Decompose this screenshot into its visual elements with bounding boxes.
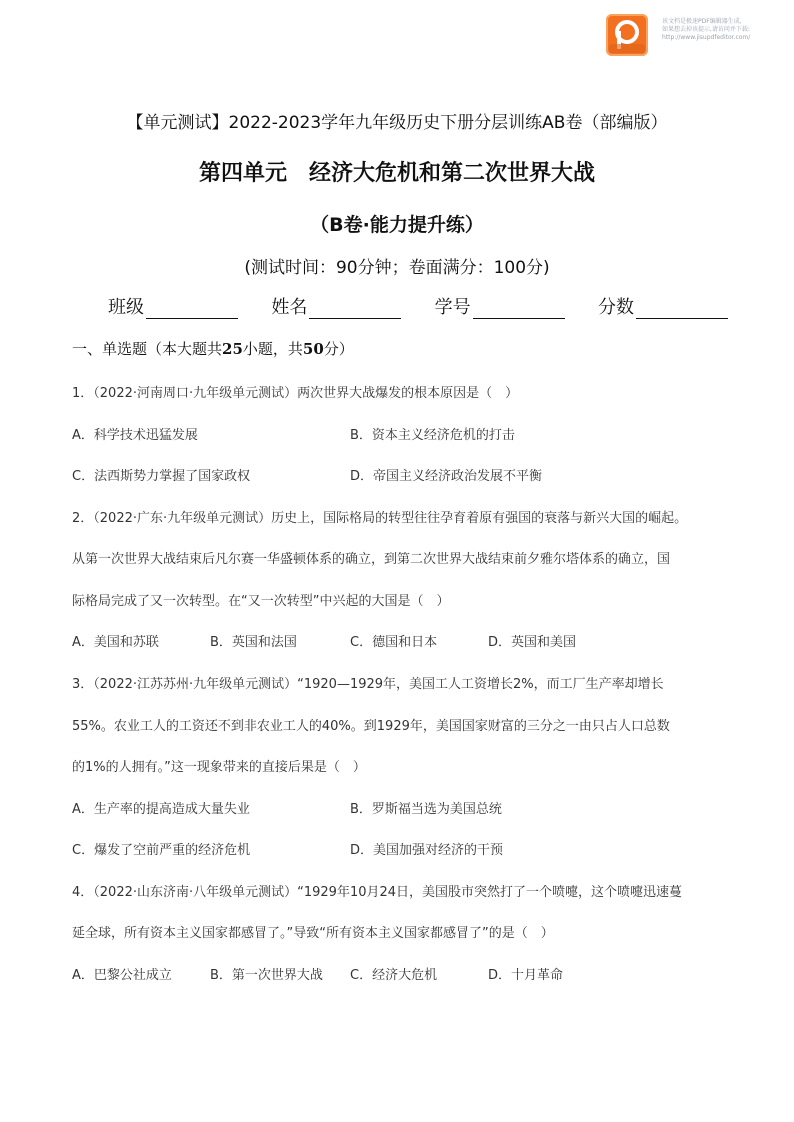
question-1-option-d[interactable]: D．帝国主义经济政治发展不平衡 bbox=[350, 469, 543, 484]
notice-link[interactable]: http://www.jisupdfeditor.com/ bbox=[662, 34, 751, 41]
section-points: 50 bbox=[302, 340, 324, 358]
question-4-option-c[interactable]: C．经济大危机 bbox=[350, 968, 438, 983]
question-2-stem-line: 从第一次世界大战结束后凡尔赛一华盛顿体系的确立，到第二次世界大战结束前夕雅尔塔体系的确立，国 bbox=[72, 552, 671, 567]
notice-line: 如果想去掉该提示,请访问并下载: bbox=[662, 26, 750, 33]
question-3-option-a[interactable]: A．生产率的提高造成大量失业 bbox=[72, 802, 250, 817]
question-1-option-a[interactable]: A．科学技术迅猛发展 bbox=[72, 428, 198, 443]
unit-title: 第四单元 经济大危机和第二次世界大战 bbox=[198, 161, 595, 186]
section-count: 25 bbox=[222, 340, 243, 358]
score-blank[interactable] bbox=[636, 296, 728, 319]
section-prefix: 一、单选题（本大题共 bbox=[72, 340, 223, 358]
question-2-option-d[interactable]: D．英国和美国 bbox=[488, 635, 577, 650]
question-1-option-b[interactable]: B．资本主义经济危机的打击 bbox=[350, 428, 515, 443]
class-blank[interactable] bbox=[146, 296, 238, 319]
pdf-editor-logo-icon bbox=[606, 14, 648, 56]
notice-line: 该文档是极速PDF编辑器生成, bbox=[662, 18, 742, 25]
question-1-stem: 1．（2022·河南周口·九年级单元测试）两次世界大战爆发的根本原因是（ ） bbox=[72, 386, 519, 401]
student-number-blank[interactable] bbox=[473, 296, 565, 319]
question-3-option-b[interactable]: B．罗斯福当选为美国总统 bbox=[350, 802, 502, 817]
score-label: 分数 bbox=[597, 297, 634, 318]
section-heading bbox=[72, 338, 354, 359]
series-title: 【单元测试】2022-2023学年九年级历史下册分层训练AB卷（部编版） bbox=[126, 113, 668, 133]
class-field[interactable] bbox=[108, 293, 238, 319]
question-3-stem-line: 55%。农业工人的工资还不到非农业工人的40%。到1929年，美国国家财富的三分之一由只占人口总数 bbox=[72, 719, 670, 734]
score-field[interactable] bbox=[598, 293, 728, 319]
watermark-notice bbox=[662, 18, 782, 42]
question-2-option-a[interactable]: A．美国和苏联 bbox=[72, 635, 159, 650]
question-2-stem-line: 2．（2022·广东·九年级单元测试）历史上，国际格局的转型往往孕育着原有强国的衰落与新兴大国的崛起。 bbox=[72, 511, 688, 526]
section-mid: 小题，共 bbox=[242, 340, 303, 358]
question-4-stem-line: 4．（2022·山东济南·八年级单元测试）“1929年10月24日，美国股市突然打了一个喷嚏，这个喷嚏迅速蔓 bbox=[72, 885, 683, 900]
question-3-stem-line: 的1%的人拥有。”这一现象带来的直接后果是（ ） bbox=[72, 760, 366, 775]
question-4-option-b[interactable]: B．第一次世界大战 bbox=[210, 968, 323, 983]
name-blank[interactable] bbox=[309, 296, 401, 319]
student-number-field[interactable] bbox=[435, 293, 565, 319]
question-4-stem-line: 延全球，所有资本主义国家都感冒了。”导致“所有资本主义国家都感冒了”的是（ ） bbox=[72, 926, 554, 941]
question-4-option-d[interactable]: D．十月革命 bbox=[488, 968, 564, 983]
volume-title: （B卷·能力提升练） bbox=[310, 214, 484, 236]
name-field[interactable] bbox=[271, 293, 401, 319]
question-2-option-b[interactable]: B．英国和法国 bbox=[210, 635, 297, 650]
exam-info: (测试时间：90分钟；卷面满分：100分) bbox=[244, 258, 550, 278]
question-3-option-d[interactable]: D．美国加强对经济的干预 bbox=[350, 843, 504, 858]
section-suffix: 分） bbox=[323, 340, 354, 358]
student-number-label: 学号 bbox=[434, 297, 471, 318]
question-1-option-c[interactable]: C．法西斯势力掌握了国家政权 bbox=[72, 469, 251, 484]
name-label: 姓名 bbox=[271, 297, 308, 318]
question-2-option-c[interactable]: C．德国和日本 bbox=[350, 635, 438, 650]
question-2-stem-line: 际格局完成了又一次转型。在“又一次转型”中兴起的大国是（ ） bbox=[72, 594, 450, 609]
question-3-stem-line: 3．（2022·江苏苏州·九年级单元测试）“1920—1929年，美国工人工资增长2%，而工厂生产率却增长 bbox=[72, 677, 664, 692]
question-3-option-c[interactable]: C．爆发了空前严重的经济危机 bbox=[72, 843, 251, 858]
question-4-option-a[interactable]: A．巴黎公社成立 bbox=[72, 968, 172, 983]
class-label: 班级 bbox=[108, 297, 144, 318]
student-info-fields bbox=[108, 293, 728, 319]
